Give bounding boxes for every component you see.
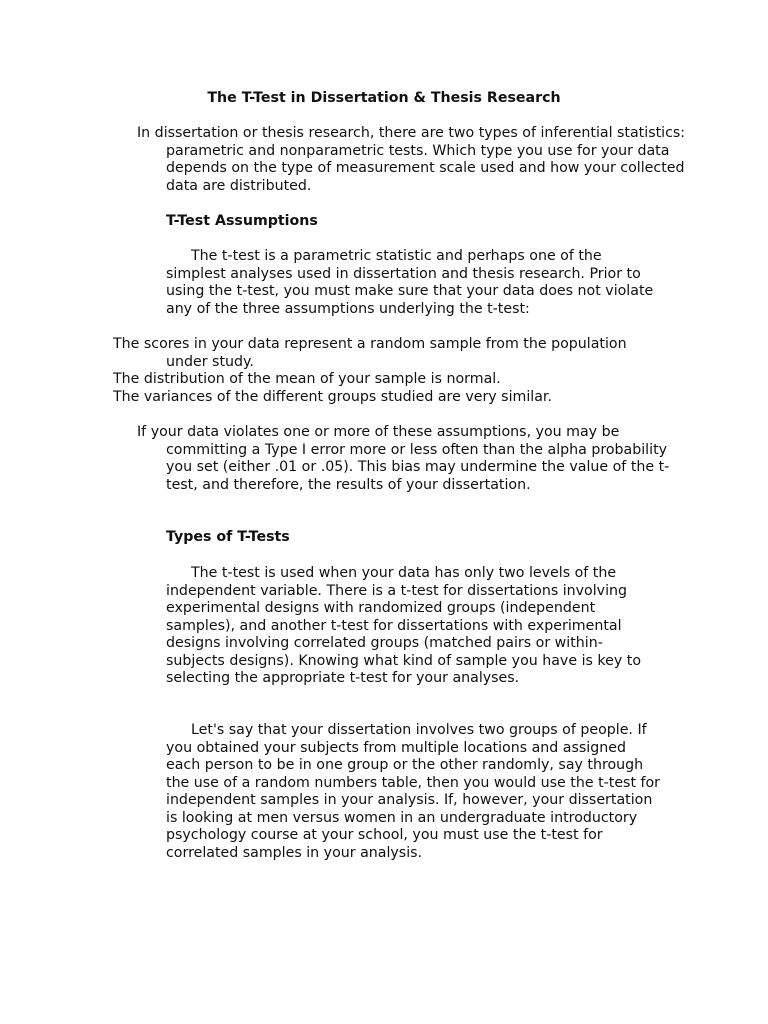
section-heading-assumptions: T-Test Assumptions	[166, 213, 318, 229]
types-paragraph-1: The t-test is used when your data has only two levels of the independent variable. There is a t-test for dissertations involving experimental designs with randomized groups (independent samples), and another t-test for dissertations with experimental designs involving correlated groups (matched pairs or within-subjects designs). Knowing what kind of sample you have is key to selecting the appropriate t-test for your analyses.	[166, 565, 641, 686]
list-item: The variances of the different groups studied are very similar.	[113, 388, 552, 405]
violation-paragraph: If your data violates one or more of these assumptions, you may be committing a Type I error more or less often than the alpha probability you set (either .01 or .05). This bias may undermine the value of the t-test, and therefore, the results of your dissertation.	[137, 424, 670, 493]
list-item: The distribution of the mean of your sample is normal.	[113, 371, 501, 387]
assumptions-paragraph: The t-test is a parametric statistic and perhaps one of the simplest analyses used in dissertation and thesis research. Prior to using the t-test, you must make sure that your data does not violate any of the three assumptions underlying the t-test:	[166, 248, 654, 317]
section-heading-types: Types of T-Tests	[166, 529, 290, 545]
intro-paragraph: In dissertation or thesis research, there are two types of inferential statistics: parametric and nonparametric tests. Which type you use for your data depends on the type of measurement scale used and how your collected data are distributed.	[137, 125, 686, 194]
list-item: The scores in your data represent a random sample from the population under study.	[113, 336, 627, 370]
types-paragraph-2: Let's say that your dissertation involves two groups of people. If you obtained your subjects from multiple locations and assigned each person to be in one group or the other randomly, say through the use of a random numbers table, then you would use the t-test for independent samples in your analysis. If, however, your dissertation is looking at men versus women in an undergraduate introductory psychology course at your school, you must use the t-test for correlated samples in your analysis.	[166, 722, 661, 861]
assumptions-list	[113, 336, 673, 406]
page-title: The T-Test in Dissertation & Thesis Research	[207, 90, 561, 106]
